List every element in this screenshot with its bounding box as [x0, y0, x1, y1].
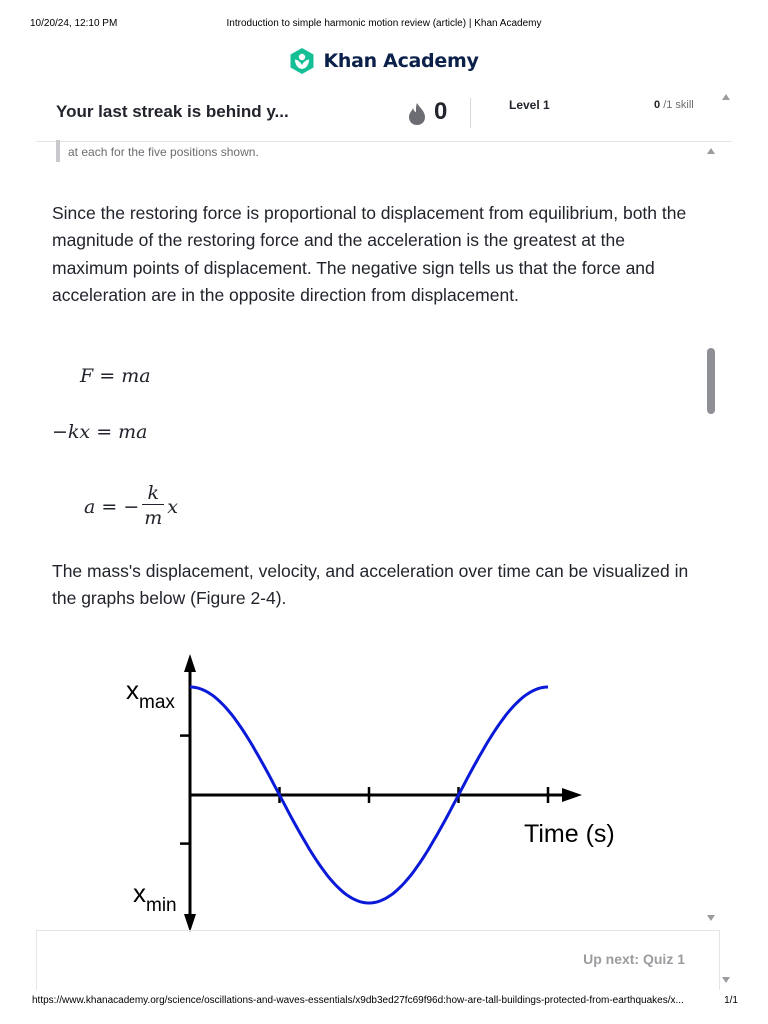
streak-scroll-up-icon[interactable]	[722, 94, 730, 100]
streak-divider	[470, 98, 471, 128]
scroll-up-icon[interactable]	[707, 148, 715, 154]
y-axis-arrow-top	[184, 654, 196, 672]
article-paragraph-2: The mass's displacement, velocity, and acceleration over time can be visualized in the graphs below (Figure 2-4).	[52, 561, 689, 609]
scrollbar-thumb[interactable]	[707, 348, 715, 414]
khan-academy-logo-link[interactable]	[0, 47, 768, 75]
x-axis-label: Time (s)	[524, 820, 615, 848]
print-url: https://www.khanacademy.org/science/oscillations-and-waves-essentials/x9db3ed27fc69f96d:how-are-tall-buildings-protected-from-earthquakes/x...	[32, 995, 684, 1006]
khan-academy-logo-icon	[289, 47, 315, 75]
equation-acceleration: a = − $\frac{k}{m}$ x	[84, 482, 178, 529]
skill-total: /1 skill	[663, 99, 694, 111]
streak-count: 0	[434, 98, 448, 125]
equation-newton: F = ma	[80, 365, 151, 387]
displacement-time-graph	[0, 640, 768, 940]
streak-bar	[36, 90, 732, 142]
figure-caption: at each for the five positions shown.	[68, 145, 259, 159]
skill-progress	[654, 99, 694, 111]
skill-done: 0	[654, 99, 661, 111]
article-paragraph-1: Since the restoring force is proportional to displacement from equilibrium, both the magnitude of the restoring force and the acceleration is the greatest at the maximum points of displacement. The negative sign tells us that the force and acceleration are in the opposite direction from displacement.	[52, 203, 687, 306]
streak-title[interactable]: Your last streak is behind y...	[56, 102, 289, 121]
caption-quote-bar	[56, 140, 60, 162]
print-title: Introduction to simple harmonic motion review (article) | Khan Academy	[226, 18, 542, 29]
equation-hooke: −kx = ma	[52, 421, 148, 443]
xmin-label: $x_{min}$	[133, 878, 177, 916]
print-date: 10/20/24, 12:10 PM	[30, 18, 118, 29]
up-next-link[interactable]: Up next: Quiz 1	[583, 951, 685, 967]
xmax-label: $x_{max}$	[126, 675, 175, 713]
up-next-bar	[36, 930, 720, 990]
x-axis-arrow	[562, 788, 582, 802]
page-scroll-down-icon[interactable]	[722, 977, 730, 983]
print-page-number: 1/1	[724, 995, 738, 1006]
brand-name: Khan Academy	[323, 50, 479, 72]
streak-flame-icon	[406, 102, 428, 126]
level-label[interactable]: Level 1	[509, 98, 550, 112]
